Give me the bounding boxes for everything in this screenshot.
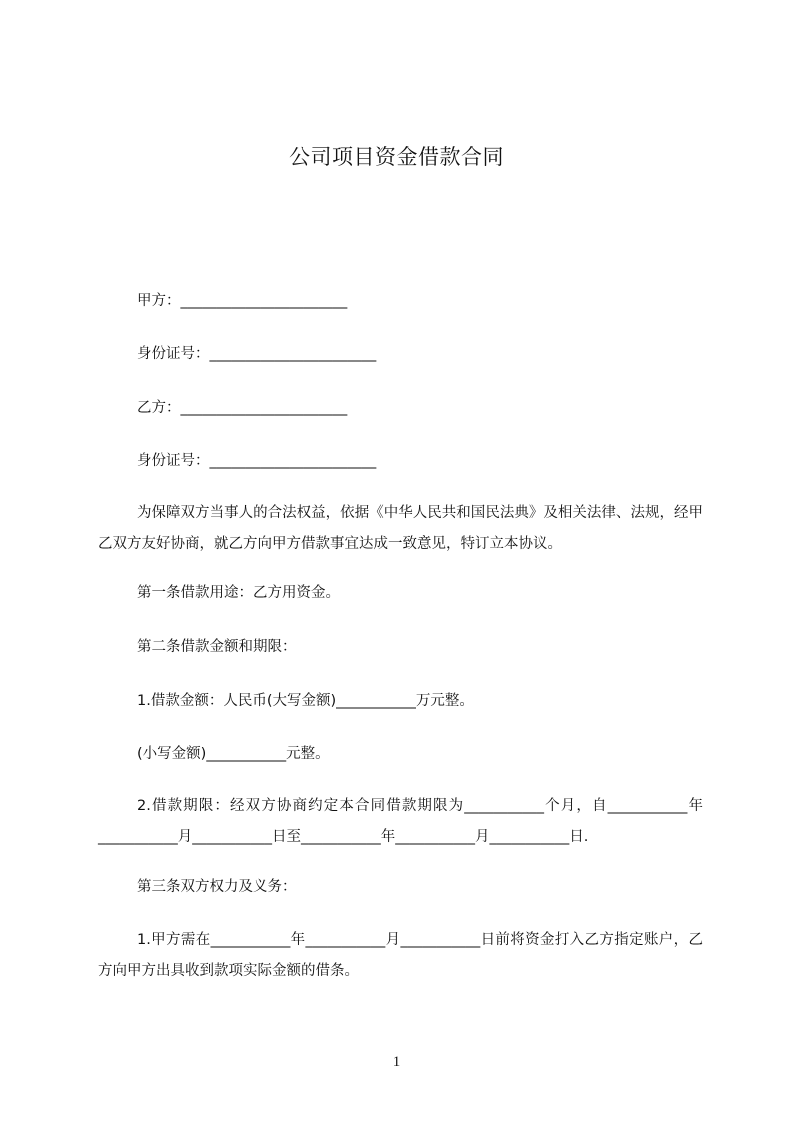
article-2-title: 第二条借款金额和期限： xyxy=(137,639,297,655)
page-number: 1 xyxy=(392,1054,401,1070)
article-2-item-2: 2.借款期限：经双方协商约定本合同借款期限为___________个月，自___________年___________月___________日至___________年___________月___________日. xyxy=(98,798,703,845)
article-2-item-1: 1.借款金额：人民币(大写金额)___________万元整。 xyxy=(137,693,474,709)
party-a-line: 甲方：_______________________ xyxy=(137,293,348,309)
preamble-paragraph: 为保障双方当事人的合法权益，依据《中华人民共和国民法典》及相关法律、法规，经甲乙双方友好协商，就乙方向甲方借款事宜达成一致意见，特订立本协议。 xyxy=(98,505,703,552)
party-b-line: 乙方：_______________________ xyxy=(137,400,348,416)
party-b-id-line: 身份证号：_______________________ xyxy=(137,453,377,469)
article-1: 第一条借款用途：乙方用资金。 xyxy=(137,585,340,601)
article-3-title: 第三条双方权力及义务： xyxy=(137,879,297,895)
article-2-item-1-small: (小写金额)___________元整。 xyxy=(137,746,330,762)
party-a-id-line: 身份证号：_______________________ xyxy=(137,346,377,362)
article-3-item-1: 1.甲方需在___________年___________月___________日前将资金打入乙方指定账户，乙方向甲方出具收到款项实际金额的借条。 xyxy=(98,932,703,979)
document-title: 公司项目资金借款合同 xyxy=(289,145,504,169)
